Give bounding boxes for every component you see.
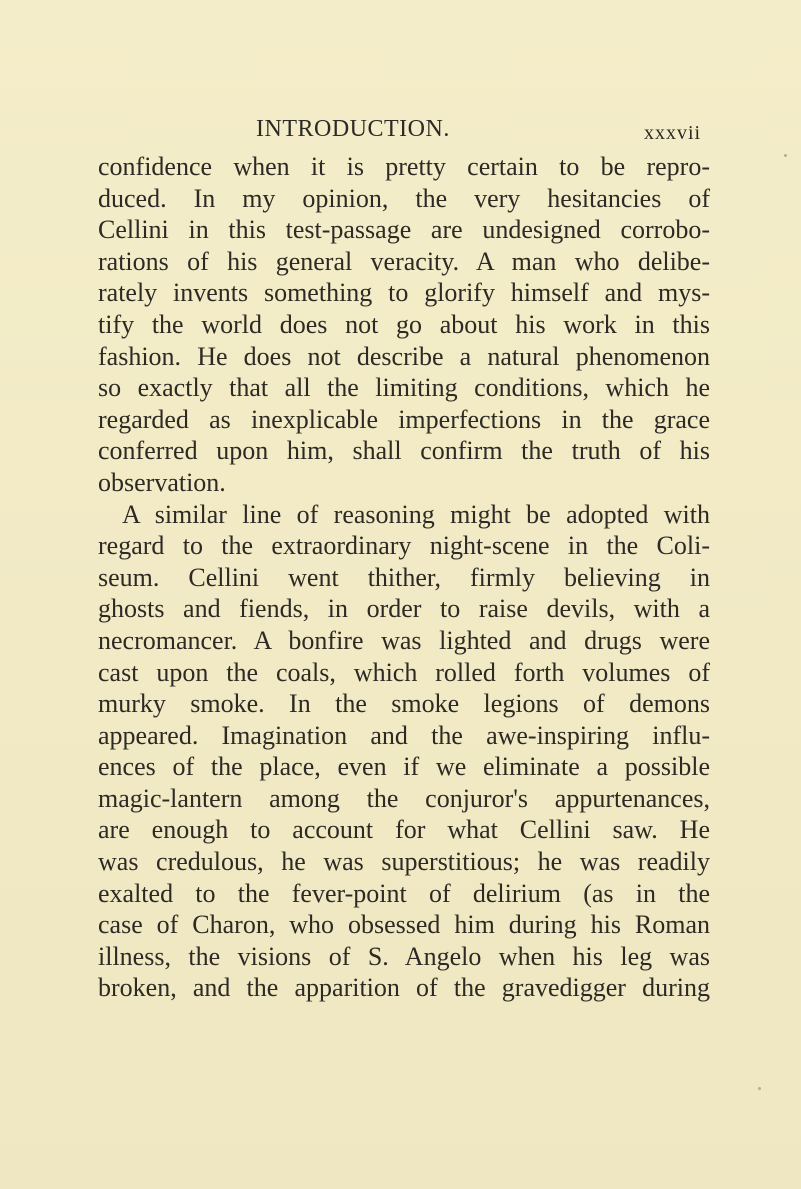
text-line: A similar line of reasoning might be adopted with [122, 499, 710, 529]
text-line: Cellini in this test-passage are undesigned corrobo- [98, 215, 710, 245]
text-line: ghosts and fiends, in order to raise devils, with a [98, 594, 710, 624]
text-line: rately invents something to glorify himself and mys- [98, 278, 710, 308]
text-line: confidence when it is pretty certain to be repro- [98, 152, 710, 181]
text-line: was credulous, he was superstitious; he was readily [98, 847, 710, 877]
paper-speck [758, 1087, 761, 1090]
page-number: xxxvii [644, 122, 702, 144]
text-line: necromancer. A bonfire was lighted and drugs were [98, 625, 710, 655]
text-line: broken, and the apparition of the gravedigger during [98, 973, 710, 1003]
text-line: fashion. He does not describe a natural phenomenon [98, 341, 710, 371]
text-line: exalted to the fever-point of delirium (as in the [98, 878, 710, 908]
text-line: appeared. Imagination and the awe-inspiring influ- [98, 720, 710, 750]
text-line: illness, the visions of S. Angelo when his leg was [98, 941, 710, 971]
paragraph-1 [98, 151, 710, 499]
body-text [98, 151, 710, 1004]
text-line: seum. Cellini went thither, firmly believing in [98, 562, 710, 592]
paragraph-2 [98, 499, 710, 1005]
text-line: observation. [98, 467, 226, 497]
text-line: are enough to account for what Cellini saw. He [98, 815, 710, 845]
text-line: case of Charon, who obsessed him during his Roman [98, 910, 710, 940]
text-line: murky smoke. In the smoke legions of demons [98, 689, 710, 719]
running-head [0, 112, 801, 152]
text-line: tify the world does not go about his work in this [98, 309, 710, 339]
paper-speck [784, 154, 787, 157]
text-line: ences of the place, even if we eliminate a possible [98, 752, 710, 782]
text-line: magic-lantern among the conjuror's appurtenances, [98, 783, 710, 813]
text-line: regarded as inexplicable imperfections in the grace [98, 404, 710, 434]
text-line: duced. In my opinion, the very hesitancies of [98, 183, 710, 213]
text-line: regard to the extraordinary night-scene in the Coli- [98, 531, 710, 561]
running-head-title: INTRODUCTION. [256, 116, 450, 142]
text-line: cast upon the coals, which rolled forth volumes of [98, 657, 710, 687]
text-line: rations of his general veracity. A man who delibe- [98, 246, 710, 276]
text-line: so exactly that all the limiting conditions, which he [98, 373, 710, 403]
text-line: conferred upon him, shall confirm the truth of his [98, 436, 710, 466]
